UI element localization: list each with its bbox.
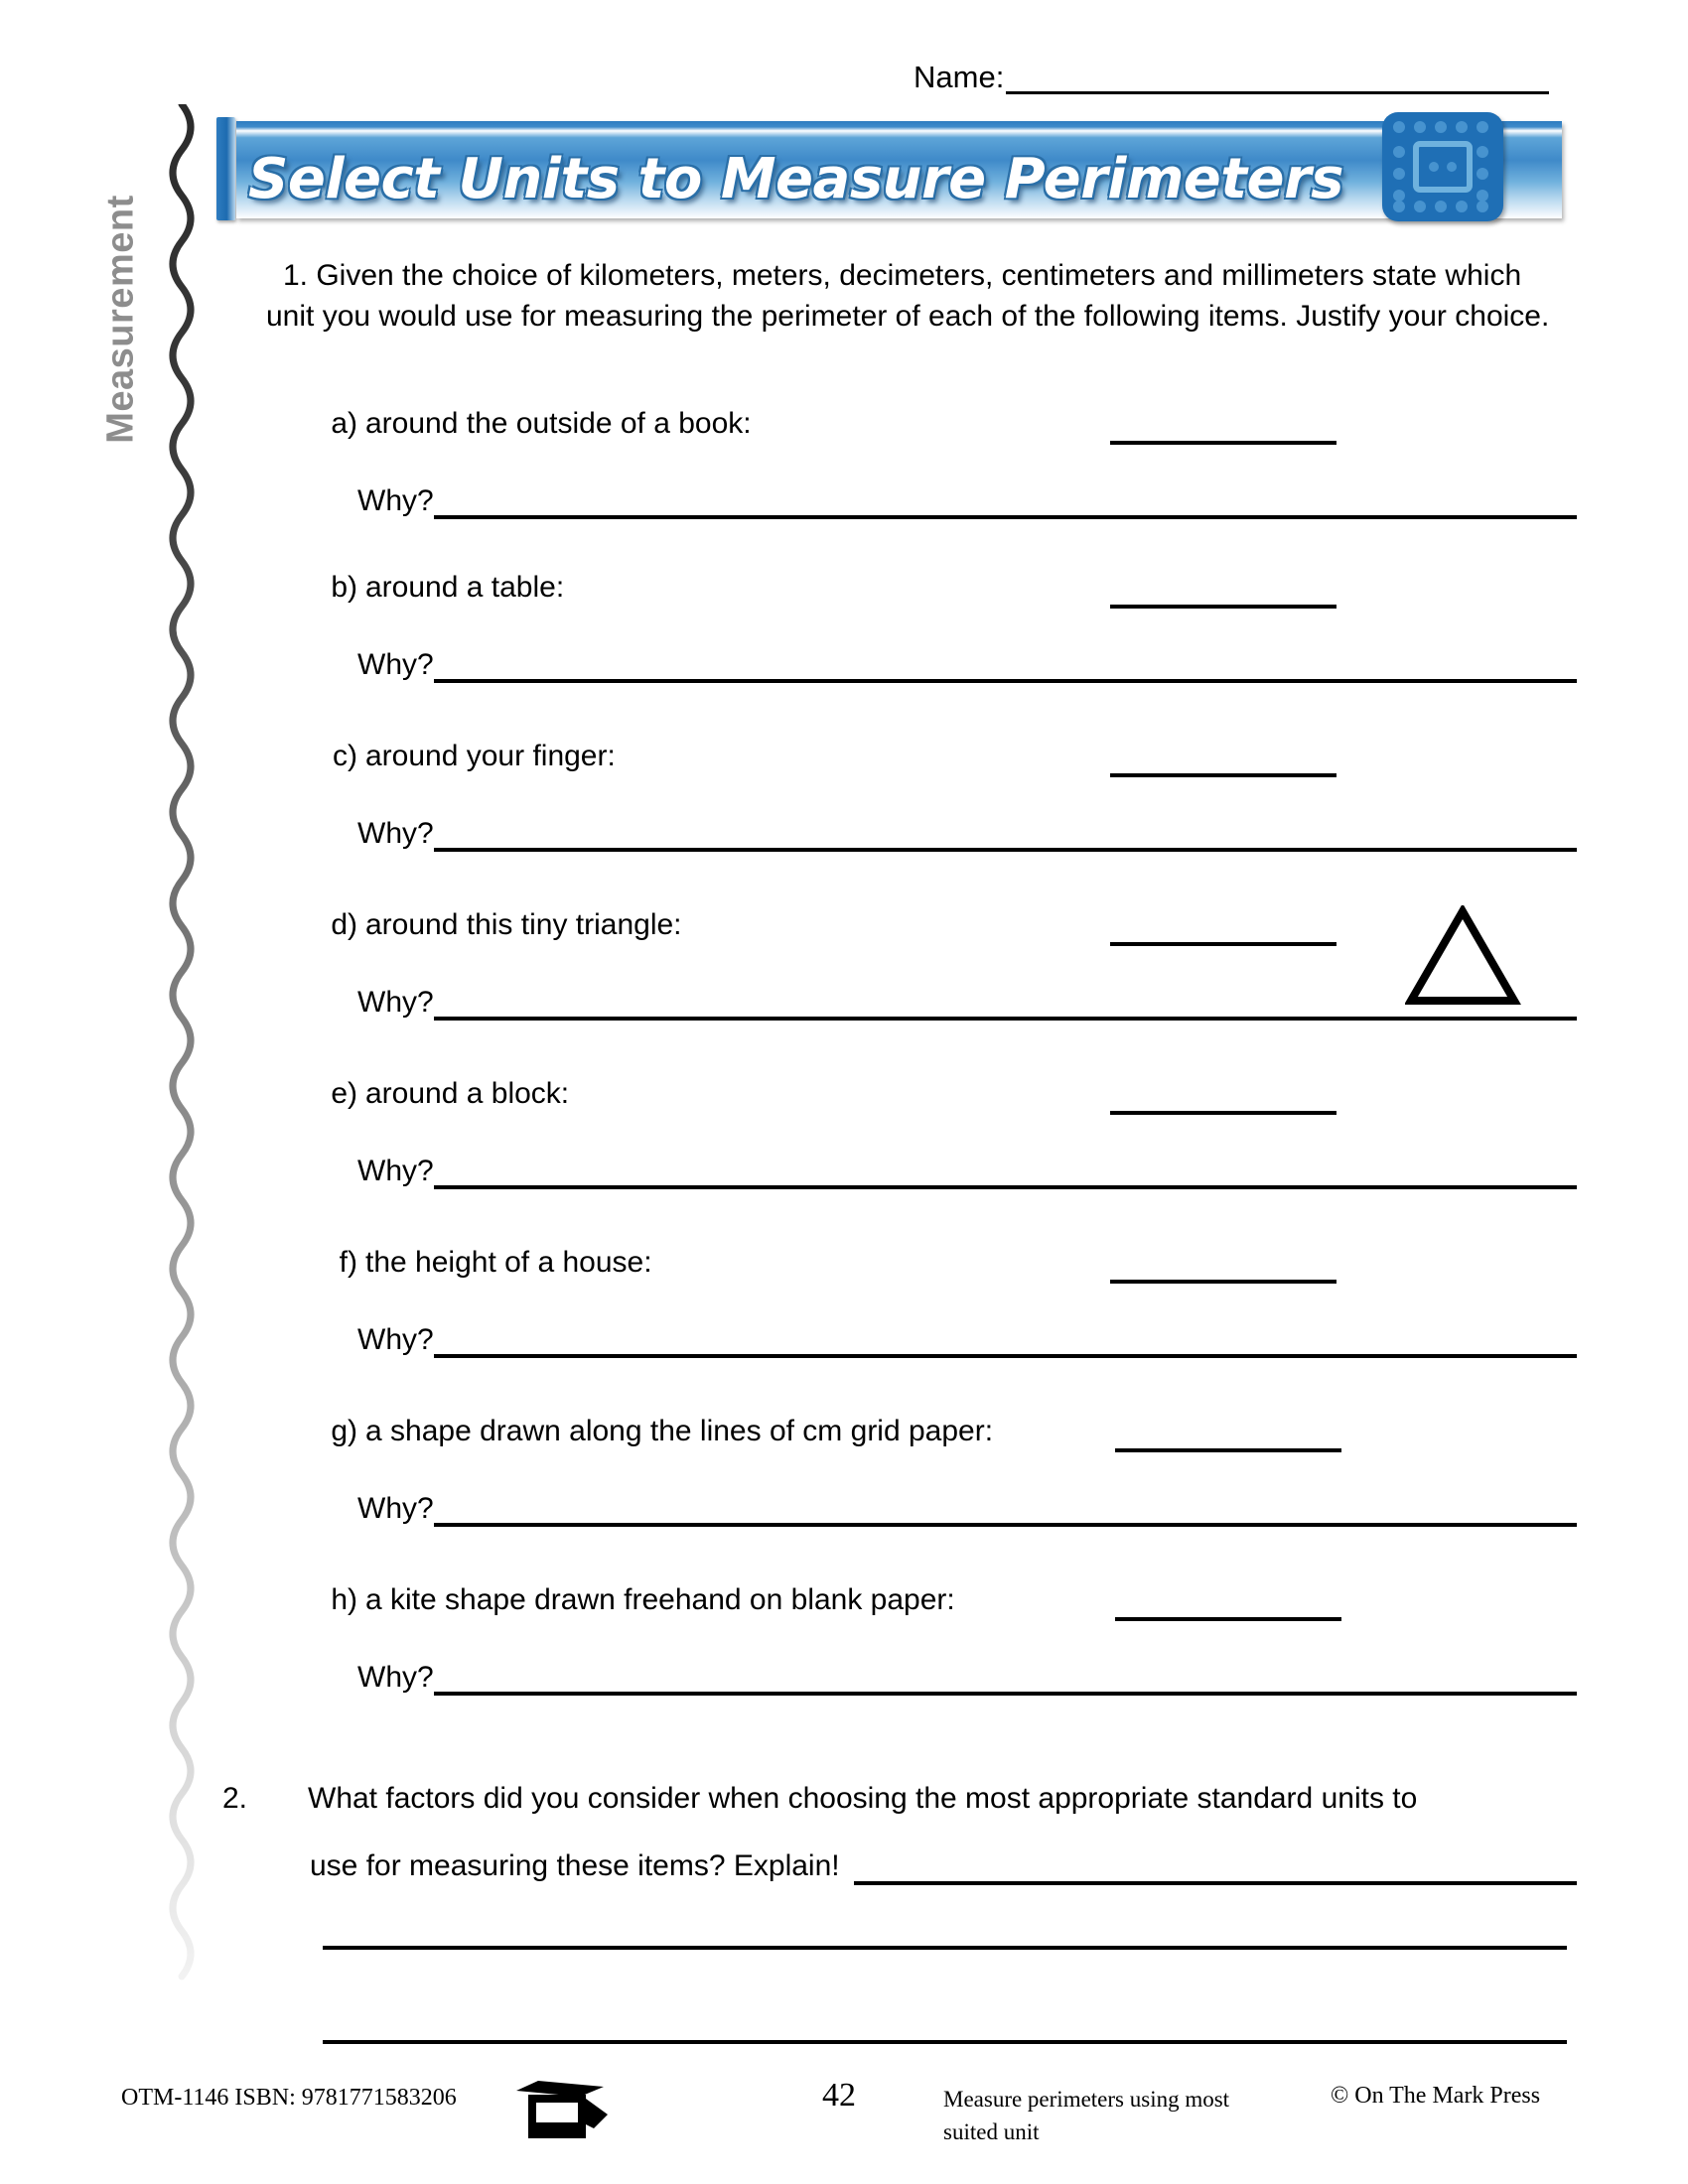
item-g-why-row <box>357 1494 1577 1527</box>
item-b-why-row <box>357 650 1577 683</box>
item-e-why-blank[interactable] <box>434 1158 1577 1189</box>
question-1-number: 1. <box>282 259 308 292</box>
item-c <box>316 740 1577 850</box>
grid-block-icon <box>1382 112 1503 221</box>
question-2-block <box>222 1782 1577 1885</box>
page-footer <box>0 2075 1688 2164</box>
question-2-text-line2: use for measuring these items? Explain! <box>310 1849 840 1882</box>
item-g <box>316 1415 1577 1525</box>
item-g-answer-blank[interactable] <box>1115 1448 1341 1452</box>
name-label: Name: <box>914 60 1005 94</box>
item-a-why-row <box>357 486 1577 519</box>
item-b-text: around a table: <box>365 571 565 604</box>
question-1-block <box>266 256 1567 337</box>
item-g-why-label: Why? <box>357 1492 434 1525</box>
item-c-why-label: Why? <box>357 817 434 850</box>
wavy-divider-icon <box>159 104 205 1980</box>
question-2-answer-blank-1[interactable] <box>854 1851 1577 1885</box>
item-e-letter: e) <box>331 1077 357 1110</box>
item-h-why-blank[interactable] <box>434 1664 1577 1696</box>
item-c-answer-blank[interactable] <box>1110 773 1336 777</box>
item-f-why-label: Why? <box>357 1323 434 1356</box>
item-g-why-blank[interactable] <box>434 1495 1577 1527</box>
item-b-why-label: Why? <box>357 648 434 681</box>
page-title: Select Units to Measure Perimeters <box>248 147 1343 211</box>
item-c-why-blank[interactable] <box>434 820 1577 852</box>
item-a-why-blank[interactable] <box>434 487 1577 519</box>
item-h-answer-blank[interactable] <box>1115 1617 1341 1621</box>
item-a-letter: a) <box>331 407 357 440</box>
item-c-text: around your finger: <box>365 740 616 772</box>
triangle-shape <box>1405 905 1524 1007</box>
item-d-letter: d) <box>331 908 357 941</box>
item-d-text: around this tiny triangle: <box>365 908 682 941</box>
item-f-text: the height of a house: <box>365 1246 652 1279</box>
item-c-letter: c) <box>333 740 357 772</box>
footer-publisher: © On The Mark Press <box>1331 2083 1541 2109</box>
item-f-why-row <box>357 1325 1577 1358</box>
footer-isbn: OTM-1146 ISBN: 9781771583206 <box>121 2085 457 2111</box>
item-b-answer-blank[interactable] <box>1110 605 1336 609</box>
footer-description: Measure perimeters using most suited unit <box>943 2087 1230 2145</box>
item-d-why-row <box>357 988 1577 1021</box>
item-g-text: a shape drawn along the lines of cm grid paper: <box>365 1415 994 1447</box>
name-field-row <box>914 62 1549 94</box>
item-b <box>316 571 1577 681</box>
item-e-answer-blank[interactable] <box>1110 1111 1336 1115</box>
question-2-answer-blank-2[interactable] <box>323 1946 1567 1950</box>
item-f-answer-blank[interactable] <box>1110 1280 1336 1284</box>
item-f-why-blank[interactable] <box>434 1326 1577 1358</box>
item-d-why-label: Why? <box>357 986 434 1019</box>
banner-left-bar <box>216 117 235 220</box>
item-f <box>316 1246 1577 1356</box>
item-d-answer-blank[interactable] <box>1110 942 1336 946</box>
item-h-why-label: Why? <box>357 1661 434 1694</box>
question-2-answer-blank-3[interactable] <box>323 2040 1567 2044</box>
item-e-why-row <box>357 1157 1577 1189</box>
open-book-icon <box>508 2077 618 2148</box>
item-h-why-row <box>357 1663 1577 1696</box>
item-c-why-row <box>357 819 1577 852</box>
item-b-why-blank[interactable] <box>434 651 1577 683</box>
item-e-text: around a block: <box>365 1077 570 1110</box>
item-h <box>316 1583 1577 1694</box>
question-2-text-line1: What factors did you consider when choosing the most appropriate standard units to <box>308 1782 1418 1815</box>
item-a <box>316 407 1577 517</box>
item-a-text: around the outside of a book: <box>365 407 752 440</box>
item-e-why-label: Why? <box>357 1155 434 1187</box>
question-1-text: Given the choice of kilometers, meters, decimeters, centimeters and millimeters state which unit you would use for measuring the perimeter of each of the following items. Justify your choice. <box>266 259 1550 333</box>
item-a-why-label: Why? <box>357 484 434 517</box>
item-g-letter: g) <box>331 1415 357 1447</box>
item-a-answer-blank[interactable] <box>1110 441 1336 445</box>
question-2-number: 2. <box>222 1782 248 1815</box>
item-f-letter: f) <box>339 1246 357 1279</box>
item-e <box>316 1077 1577 1187</box>
item-d <box>316 908 1577 1019</box>
item-b-letter: b) <box>331 571 357 604</box>
name-input-blank[interactable] <box>1006 62 1549 94</box>
section-label-measurement: Measurement <box>99 195 142 444</box>
item-h-text: a kite shape drawn freehand on blank paper: <box>365 1583 955 1616</box>
item-h-letter: h) <box>331 1583 357 1616</box>
footer-page-number: 42 <box>822 2077 856 2114</box>
